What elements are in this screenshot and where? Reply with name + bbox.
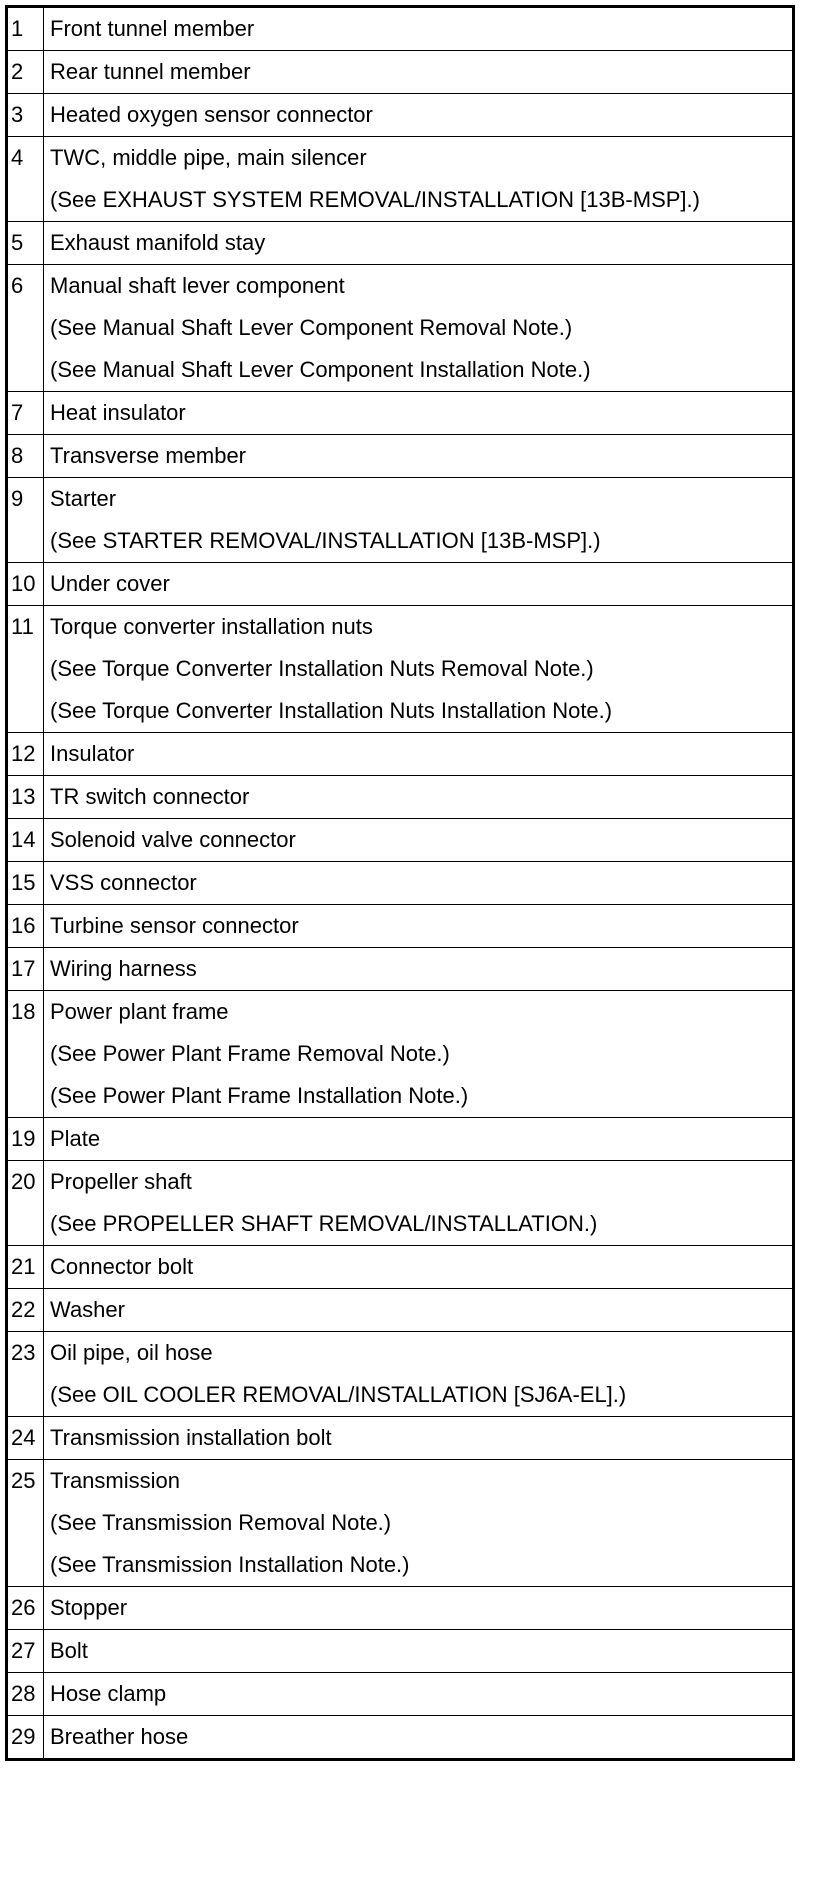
table-row <box>7 776 794 819</box>
item-number <box>7 265 44 392</box>
item-number-text: 2 <box>11 59 24 84</box>
table-row <box>7 819 794 862</box>
table-row <box>7 265 794 392</box>
item-number-text: 12 <box>11 741 36 766</box>
reference-note: (See Transmission Removal Note.) <box>50 1510 392 1535</box>
reference-note: (See OIL COOLER REMOVAL/INSTALLATION [SJ6A-EL].) <box>50 1382 627 1407</box>
table-row <box>7 1161 794 1246</box>
item-number-text: 23 <box>11 1340 36 1365</box>
item-number <box>7 392 44 435</box>
part-name: Front tunnel member <box>50 16 255 41</box>
part-name: Manual shaft lever component <box>50 273 345 298</box>
table-row <box>7 222 794 265</box>
item-description <box>44 905 794 948</box>
item-description <box>44 265 794 392</box>
item-number-text: 5 <box>11 230 24 255</box>
table-row <box>7 563 794 606</box>
item-number-text: 8 <box>11 443 24 468</box>
table-row <box>7 51 794 94</box>
item-description <box>44 1630 794 1673</box>
item-description <box>44 733 794 776</box>
item-number-text: 29 <box>11 1724 36 1749</box>
item-number-text: 14 <box>11 827 36 852</box>
item-number <box>7 1716 44 1760</box>
item-number-text: 15 <box>11 870 36 895</box>
part-name: Rear tunnel member <box>50 59 251 84</box>
table-row <box>7 1460 794 1587</box>
item-number <box>7 862 44 905</box>
part-name: Starter <box>50 486 117 511</box>
item-number <box>7 1587 44 1630</box>
part-name: Heat insulator <box>50 400 186 425</box>
table-row <box>7 1630 794 1673</box>
part-name: Propeller shaft <box>50 1169 192 1194</box>
item-number-text: 11 <box>11 614 34 639</box>
item-number-text: 16 <box>11 913 36 938</box>
item-number <box>7 222 44 265</box>
parts-table <box>5 5 795 1761</box>
item-number <box>7 478 44 563</box>
reference-note: (See Power Plant Frame Removal Note.) <box>50 1041 450 1066</box>
part-name: Transmission <box>50 1468 180 1493</box>
item-number <box>7 7 44 51</box>
item-number <box>7 1161 44 1246</box>
item-description <box>44 1673 794 1716</box>
part-name: Breather hose <box>50 1724 189 1749</box>
item-number-text: 9 <box>11 486 24 511</box>
reference-note: (See STARTER REMOVAL/INSTALLATION [13B-MSP].) <box>50 528 601 553</box>
part-name: Transverse member <box>50 443 247 468</box>
part-name: Plate <box>50 1126 101 1151</box>
item-description <box>44 948 794 991</box>
part-name: Transmission installation bolt <box>50 1425 332 1450</box>
item-number-text: 3 <box>11 102 24 127</box>
part-name: Stopper <box>50 1595 128 1620</box>
table-row <box>7 862 794 905</box>
part-name: Hose clamp <box>50 1681 167 1706</box>
table-row <box>7 1332 794 1417</box>
part-name: Heated oxygen sensor connector <box>50 102 373 127</box>
table-row <box>7 1246 794 1289</box>
reference-note: (See Torque Converter Installation Nuts Removal Note.) <box>50 656 594 681</box>
item-description <box>44 563 794 606</box>
parts-table-body <box>7 7 794 1760</box>
item-description <box>44 7 794 51</box>
item-description <box>44 1161 794 1246</box>
item-number <box>7 1673 44 1716</box>
item-number-text: 4 <box>11 145 24 170</box>
item-number <box>7 991 44 1118</box>
item-description <box>44 862 794 905</box>
item-description <box>44 1289 794 1332</box>
item-number <box>7 1246 44 1289</box>
item-number <box>7 1332 44 1417</box>
table-row <box>7 948 794 991</box>
item-number <box>7 733 44 776</box>
item-description <box>44 991 794 1118</box>
item-description <box>44 1460 794 1587</box>
item-description <box>44 1332 794 1417</box>
part-name: TR switch connector <box>50 784 250 809</box>
item-number <box>7 1630 44 1673</box>
item-description <box>44 222 794 265</box>
item-number <box>7 137 44 222</box>
item-description <box>44 606 794 733</box>
item-number-text: 27 <box>11 1638 36 1663</box>
part-name: Insulator <box>50 741 135 766</box>
part-name: Power plant frame <box>50 999 229 1024</box>
reference-note: (See Power Plant Frame Installation Note.) <box>50 1083 469 1108</box>
item-number-text: 21 <box>11 1254 36 1279</box>
item-number-text: 17 <box>11 956 36 981</box>
item-number <box>7 94 44 137</box>
table-row <box>7 1417 794 1460</box>
table-row <box>7 94 794 137</box>
table-row <box>7 1587 794 1630</box>
item-number <box>7 1460 44 1587</box>
item-number-text: 20 <box>11 1169 36 1194</box>
table-row <box>7 7 794 51</box>
item-number-text: 1 <box>11 16 24 41</box>
part-name: Turbine sensor connector <box>50 913 299 938</box>
table-row <box>7 137 794 222</box>
item-description <box>44 51 794 94</box>
item-description <box>44 1716 794 1760</box>
part-name: Under cover <box>50 571 170 596</box>
reference-note: (See Transmission Installation Note.) <box>50 1552 410 1577</box>
part-name: VSS connector <box>50 870 197 895</box>
reference-note: (See Manual Shaft Lever Component Removal Note.) <box>50 315 573 340</box>
item-number-text: 24 <box>11 1425 36 1450</box>
item-number <box>7 776 44 819</box>
item-number <box>7 51 44 94</box>
item-description <box>44 137 794 222</box>
item-description <box>44 94 794 137</box>
item-number-text: 19 <box>11 1126 36 1151</box>
item-number-text: 25 <box>11 1468 36 1493</box>
table-row <box>7 392 794 435</box>
reference-note: (See PROPELLER SHAFT REMOVAL/INSTALLATION.) <box>50 1211 598 1236</box>
part-name: Washer <box>50 1297 125 1322</box>
table-row <box>7 1673 794 1716</box>
item-description <box>44 776 794 819</box>
item-number-text: 26 <box>11 1595 36 1620</box>
item-description <box>44 1118 794 1161</box>
item-number-text: 7 <box>11 400 24 425</box>
part-name: Bolt <box>50 1638 88 1663</box>
table-row <box>7 733 794 776</box>
table-row <box>7 991 794 1118</box>
item-description <box>44 392 794 435</box>
item-number <box>7 435 44 478</box>
item-number <box>7 1417 44 1460</box>
part-name: TWC, middle pipe, main silencer <box>50 145 367 170</box>
item-number <box>7 905 44 948</box>
reference-note: (See Torque Converter Installation Nuts Installation Note.) <box>50 698 613 723</box>
table-row <box>7 1289 794 1332</box>
item-number <box>7 1289 44 1332</box>
table-row <box>7 606 794 733</box>
item-number <box>7 606 44 733</box>
table-row <box>7 478 794 563</box>
reference-note: (See Manual Shaft Lever Component Installation Note.) <box>50 357 591 382</box>
item-description <box>44 1587 794 1630</box>
table-row <box>7 1716 794 1760</box>
item-number-text: 22 <box>11 1297 36 1322</box>
part-name: Oil pipe, oil hose <box>50 1340 213 1365</box>
item-description <box>44 435 794 478</box>
table-row <box>7 1118 794 1161</box>
item-number <box>7 819 44 862</box>
item-description <box>44 1417 794 1460</box>
item-description <box>44 1246 794 1289</box>
table-row <box>7 435 794 478</box>
item-number-text: 6 <box>11 273 24 298</box>
item-number <box>7 563 44 606</box>
table-row <box>7 905 794 948</box>
part-name: Solenoid valve connector <box>50 827 296 852</box>
item-number-text: 13 <box>11 784 36 809</box>
item-number <box>7 1118 44 1161</box>
item-number-text: 28 <box>11 1681 36 1706</box>
part-name: Torque converter installation nuts <box>50 614 373 639</box>
item-number-text: 18 <box>11 999 36 1024</box>
item-number-text: 10 <box>11 571 36 596</box>
item-description <box>44 819 794 862</box>
reference-note: (See EXHAUST SYSTEM REMOVAL/INSTALLATION [13B-MSP].) <box>50 187 700 212</box>
item-number <box>7 948 44 991</box>
item-description <box>44 478 794 563</box>
part-name: Exhaust manifold stay <box>50 230 266 255</box>
part-name: Connector bolt <box>50 1254 194 1279</box>
part-name: Wiring harness <box>50 956 197 981</box>
